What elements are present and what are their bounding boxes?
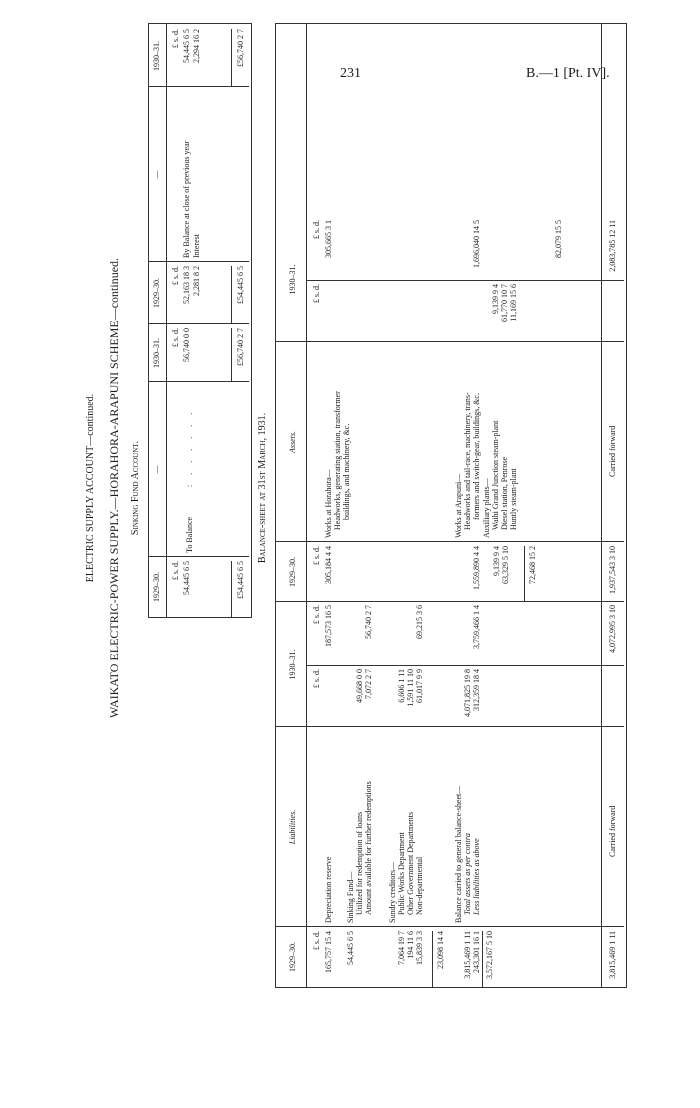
asset-label-6: formers and switch-gear, buildings, &c.: [472, 393, 481, 520]
sf-right-1930-value-1: 54,445 6 5: [182, 29, 191, 63]
liab-total-cur: 4,072,995 3 10: [608, 605, 617, 653]
liab-inner-6: 6,606 1 11: [397, 669, 406, 703]
sf-right-1930-header: 1930–31.: [152, 41, 161, 71]
sf-right-1930-value-2: 2,294 16 2: [192, 29, 201, 63]
asset-label-3: buildings, and machinery, &c.: [342, 423, 351, 520]
liab-prev-9: 23,098 14 4: [432, 931, 445, 987]
title-electric-supply: ELECTRIC SUPPLY ACCOUNT—continued.: [85, 393, 96, 583]
liab-label-2: Sinking Fund—: [346, 871, 355, 923]
sf-right-1929-value-1: 52,163 18 3: [182, 266, 191, 304]
liab-inner-11: 4,071,825 19 8: [463, 669, 472, 717]
page-reference: B.—1 [Pt. IV].: [526, 66, 610, 81]
asset-label-1: Works at Horahora—: [324, 469, 333, 538]
asset-label-7: Auxiliary plants—: [482, 478, 491, 538]
liab-prev-1: 165,757 15 4: [324, 931, 333, 973]
sf-right-1929-value-2: 2,281 8 2: [192, 266, 201, 296]
page-number: 231: [340, 66, 361, 81]
liab-prev-12: 243,301 16 1: [472, 931, 481, 973]
asset-total-cur: 2,083,785 12 11: [608, 220, 617, 272]
sf-left-currency-2: £ s. d.: [171, 328, 180, 348]
asset-prev-8: 9,139 9 4: [492, 546, 501, 576]
liab-inner-12: 312,359 18 4: [472, 669, 481, 711]
asset-cur-6: 1,696,040 14 5: [472, 220, 481, 268]
liab-prev-8: 15,839 3 3: [415, 931, 424, 965]
liab-cur-1: 187,573 16 5: [324, 605, 333, 647]
liab-prev-13: 3,572,167 5 10: [482, 931, 494, 987]
liab-label-6: Public Works Department: [397, 832, 406, 915]
asset-prev-5: 1,559,890 4 4: [472, 546, 481, 590]
sf-left-currency: £ s. d.: [171, 561, 180, 581]
sf-right-currency-2: £ s. d.: [171, 29, 180, 49]
asset-label-4: Works at Arapuni—: [454, 473, 463, 538]
liab-prev-6: 7,064 19 7: [397, 931, 406, 965]
asset-prev-11: 72,468 15 2: [524, 546, 537, 602]
sf-left-1930-header: 1930–31.: [152, 338, 161, 368]
liab-label-7: Other Government Departments: [406, 811, 415, 915]
asset-cur-11: 82,079 15 5: [554, 220, 563, 258]
title-sinking-fund: Sinking Fund Account.: [130, 440, 141, 536]
asset-inner-10: 11,169 15 6: [509, 284, 518, 322]
asset-total-prev: 1,937,543 3 10: [608, 546, 617, 594]
liab-label-8: Non-departmental: [415, 856, 424, 915]
sf-left-1929-total: £54,445 6 5: [231, 561, 245, 617]
liab-prev-7: 194 11 6: [406, 931, 415, 959]
sf-left-leader: : . . . . . .: [185, 408, 194, 487]
sf-right-1929-header: 1929–30.: [152, 278, 161, 308]
liab-label-3: Utilized for redemption of loans: [355, 811, 364, 915]
liab-label-11: Total assets as per contra: [463, 833, 472, 915]
asset-cur-3: 305,665 3 1: [324, 220, 333, 258]
asset-label-8: Waihi Grand Junction steam-plant: [491, 420, 500, 530]
sf-left-1930-value: 56,740 0 0: [182, 328, 191, 362]
liab-currency-prev: £ s. d.: [312, 931, 321, 951]
sf-right-currency: £ s. d.: [171, 266, 180, 286]
sf-left-1929-value: 54,445 6 5: [182, 561, 191, 595]
title-balance-sheet: Balance-sheet at 31st March, 1931.: [257, 412, 268, 564]
sf-right-1929-total: £54,445 6 5: [231, 266, 245, 324]
liab-inner-7: 1,591 11 10: [406, 669, 415, 707]
asset-prev-1: 305,184 4 4: [324, 546, 333, 584]
balance-sheet-table: [275, 23, 627, 988]
liab-prev-2: 54,445 6 5: [346, 931, 355, 965]
liab-1930-header: 1930–31.: [288, 649, 297, 680]
sinking-fund-table: [148, 23, 252, 618]
liab-inner-3: 49,668 0 0: [355, 669, 364, 703]
asset-label-10: Huntly steam-plant: [509, 468, 518, 530]
liab-label-12: Less liabilities as above: [472, 838, 481, 915]
asset-currency-inner: £ s. d.: [312, 284, 321, 304]
liab-label-10: Balance carried to general balance-sheet—: [454, 785, 463, 923]
asset-1930-header: 1930–31.: [288, 264, 297, 295]
liab-label-4: Amount available for further redemptions: [364, 781, 373, 915]
liab-1929-header: 1929–30.: [288, 942, 297, 972]
asset-label-2: Headworks, generating station, transformer: [333, 391, 342, 530]
liab-title: Liabilities.: [288, 809, 297, 845]
liab-prev-11: 3,815,469 1 11: [463, 931, 472, 979]
asset-label-9: Diesel station, Penrose: [500, 456, 509, 530]
liab-cur-8: 69,215 3 6: [415, 605, 424, 639]
asset-prev-9: 63,329 5 10: [501, 546, 510, 584]
sf-left-label: To Balance: [185, 516, 194, 553]
asset-total-label: Carried forward: [608, 425, 617, 477]
asset-currency-cur: £ s. d.: [312, 220, 321, 240]
sf-right-dash-header: —: [152, 170, 161, 179]
asset-label-5: Headworks and tail-race, machinery, trans-: [463, 392, 472, 530]
asset-currency-prev: £ s. d.: [312, 546, 321, 566]
liab-currency-cur: £ s. d.: [312, 605, 321, 625]
liab-total-label: Carried forward: [608, 805, 617, 857]
liab-inner-4: 7,072 2 7: [364, 669, 373, 699]
sf-left-1929-header: 1929–30.: [152, 557, 167, 617]
liab-currency-inner: £ s. d.: [312, 669, 321, 689]
asset-title: Assets.: [288, 431, 297, 453]
sf-right-label-2: Interest: [192, 234, 201, 258]
asset-1929-header: 1929–30.: [288, 557, 297, 587]
title-scheme: WAIKATO ELECTRIC-POWER SUPPLY.—HORAHORA-ARAPUNI SCHEME—continued.: [107, 257, 121, 719]
sf-left-1930-total: £56,740 2 7: [231, 328, 245, 382]
asset-inner-8: 9,139 9 4: [491, 284, 500, 314]
liab-label-1: Depreciation reserve: [324, 856, 333, 923]
liab-cur-4: 56,740 2 7: [364, 605, 373, 639]
sf-right-1930-total: £56,740 2 7: [231, 29, 245, 87]
liab-inner-8: 61,017 9 9: [415, 669, 424, 703]
liab-label-5: Sundry creditors—: [388, 861, 397, 923]
liab-total-prev: 3,815,469 1 11: [608, 931, 617, 979]
sf-left-dash-header: —: [152, 465, 161, 474]
liab-cur-12: 3,759,466 1 4: [472, 605, 481, 649]
sf-right-label-1: By Balance at close of previous year: [182, 140, 191, 258]
asset-inner-9: 61,770 10 7: [500, 284, 509, 322]
